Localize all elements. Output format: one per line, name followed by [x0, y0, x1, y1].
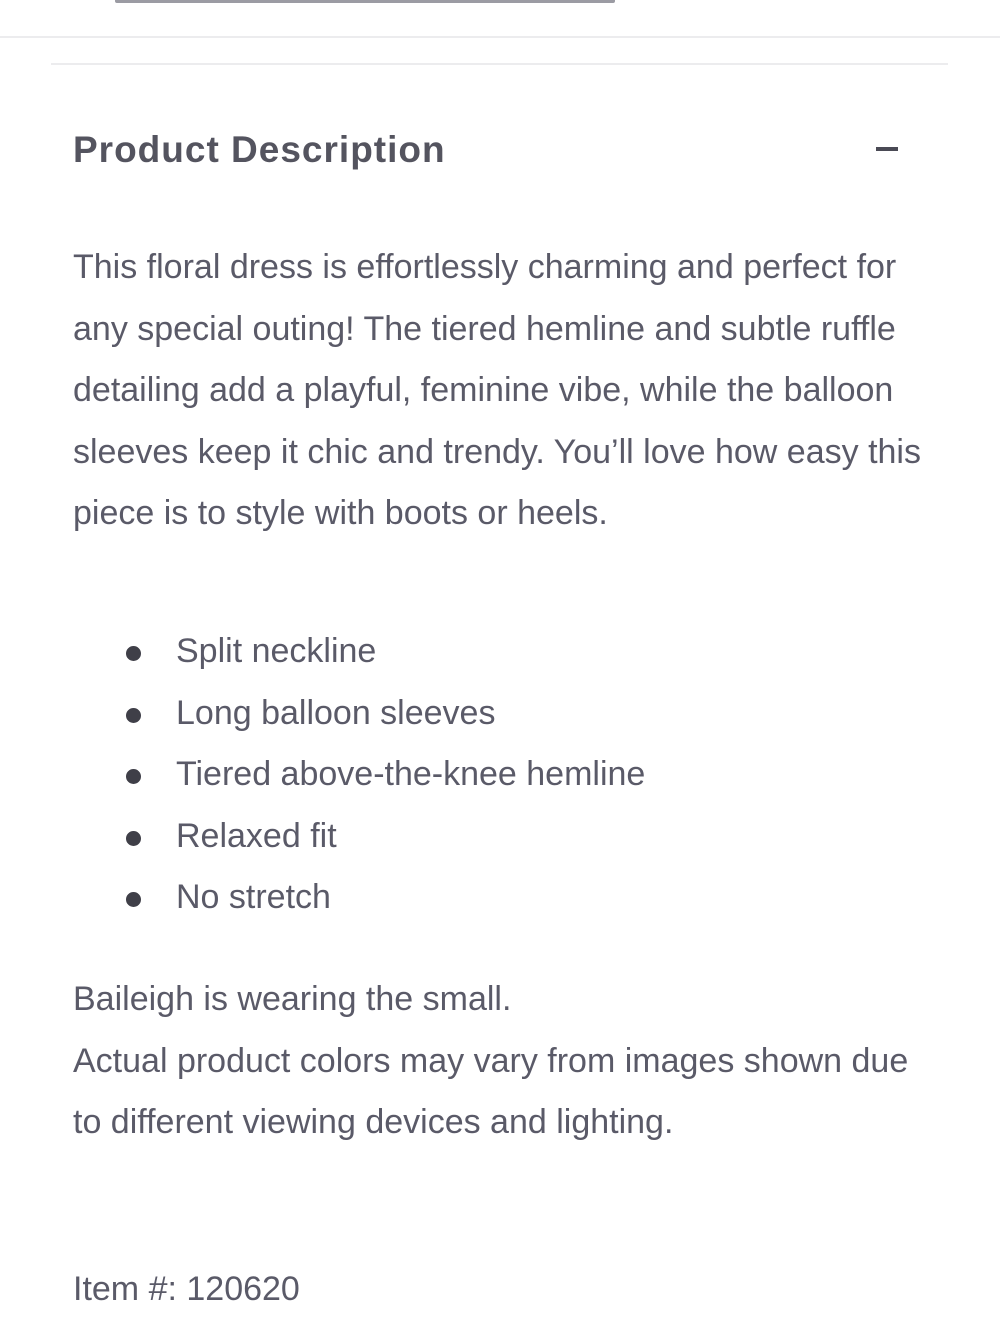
feature-label: Long balloon sleeves	[176, 693, 496, 732]
accordion-header[interactable]	[51, 65, 948, 235]
feature-label: Tiered above-the-knee hemline	[176, 755, 646, 793]
bullet-icon	[126, 831, 141, 846]
feature-item	[73, 683, 645, 745]
product-notes	[73, 969, 943, 1154]
feature-list	[73, 621, 645, 929]
color-disclaimer: Actual product colors may vary from images shown due to different viewing devices and lighting.	[73, 1041, 909, 1141]
feature-label: No stretch	[176, 878, 331, 916]
product-description-text: This floral dress is effortlessly charming and perfect for any special outing! The tiered hemline and subtle ruffle detailing add a playful, feminine vibe, while the balloon sleeves keep it chic and trendy. You’ll love how easy this piece is to style with boots or heels.	[73, 248, 921, 532]
bullet-icon	[126, 769, 141, 784]
feature-item	[73, 744, 645, 806]
bullet-icon	[126, 646, 141, 661]
feature-item	[73, 806, 645, 868]
model-note: Baileigh is wearing the small.	[73, 980, 512, 1018]
accordion-content	[73, 237, 943, 1308]
bullet-icon	[126, 708, 141, 723]
feature-item	[73, 867, 645, 929]
bullet-icon	[126, 892, 141, 907]
feature-label: Relaxed fit	[176, 816, 337, 855]
product-description-accordion	[51, 63, 948, 1308]
top-bar-remnant	[115, 0, 615, 3]
feature-label: Split neckline	[176, 632, 377, 670]
section-divider	[0, 36, 1000, 38]
feature-item	[73, 621, 645, 683]
item-number: Item #: 120620	[73, 1270, 300, 1308]
minus-icon[interactable]	[876, 136, 900, 160]
accordion-title[interactable]: Product Description	[73, 129, 446, 170]
